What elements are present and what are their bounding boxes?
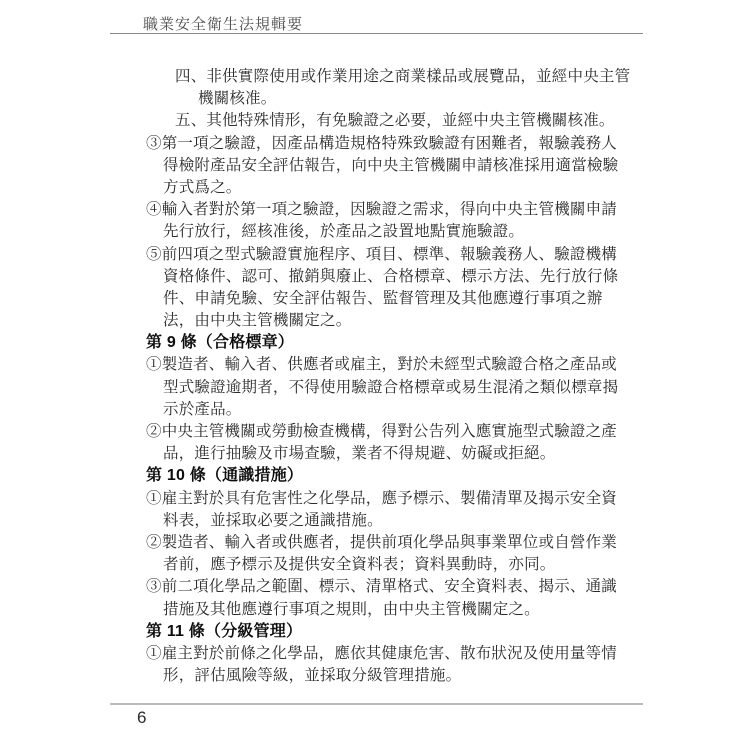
- text-line: 先行放行，經核准後，於產品之設置地點實施驗證。: [163, 223, 525, 241]
- text-line: 件、申請免驗、安全評估報告、監督管理及其他應遵行事項之辦: [163, 289, 603, 307]
- text-line: 者前，應予標示及提供安全資料表；資料異動時，亦同。: [163, 556, 556, 574]
- text-line: 料表，並採取必要之通識措施。: [163, 511, 383, 529]
- text-line: 型式驗證逾期者，不得使用驗證合格標章或易生混淆之類似標章揭: [163, 378, 619, 396]
- text-line: ③第一項之驗證，因產品構造規格特殊致驗證有困難者，報驗義務人: [146, 134, 618, 152]
- text-line: 品，進行抽驗及市場查驗，業者不得規避、妨礙或拒絕。: [163, 445, 556, 463]
- text-line: 五、其他特殊情形，有免驗證之必要，並經中央主管機關核准。: [175, 112, 615, 130]
- text-line: 資格條件、認可、撤銷與廢止、合格標章、標示方法、先行放行條: [163, 267, 619, 285]
- text-line: 法，由中央主管機關定之。: [163, 312, 352, 330]
- text-line: ②製造者、輸入者或供應者，提供前項化學品與事業單位或自營作業: [146, 533, 618, 551]
- text-line: ⑤前四項之型式驗證實施程序、項目、標準、報驗義務人、驗證機構: [146, 245, 618, 263]
- text-line: ①製造者、輸入者、供應者或雇主，對於未經型式驗證合格之產品或: [146, 356, 618, 374]
- law-text: [146, 66, 646, 687]
- text-line: ④輸入者對於第一項之驗證，因驗證之需求，得向中央主管機關申請: [146, 201, 618, 219]
- footer-rule: [110, 703, 643, 705]
- text-line: ①雇主對於具有危害性之化學品，應予標示、製備清單及揭示安全資: [146, 489, 618, 507]
- text-line: 得檢附產品安全評估報告，向中央主管機關申請核准採用適當檢驗: [163, 156, 619, 174]
- text-line: ③前二項化學品之範圍、標示、清單格式、安全資料表、揭示、通識: [146, 578, 618, 596]
- page-number: 6: [137, 708, 147, 727]
- text-line: ①雇主對於前條之化學品，應依其健康危害、散布狀況及使用量等情: [146, 644, 618, 662]
- text-line: 四、非供實際使用或作業用途之商業樣品或展覽品，並經中央主管: [175, 68, 631, 85]
- article-heading: 第 11 條（分級管理）: [146, 622, 303, 640]
- text-line: 機關核准。: [198, 90, 277, 108]
- running-head-title: 職業安全衛生法規輯要: [143, 16, 304, 33]
- header-rule: [110, 33, 643, 34]
- text-line: 方式爲之。: [163, 178, 242, 196]
- text-line: 措施及其他應遵行事項之規則，由中央主管機關定之。: [163, 600, 540, 618]
- text-line: 形，評估風險等級，並採取分級管理措施。: [163, 667, 462, 685]
- text-line: ②中央主管機關或勞動檢查機構，得對公告列入應實施型式驗證之產: [146, 423, 618, 440]
- text-line: 示於產品。: [163, 400, 242, 418]
- article-heading: 第 10 條（通識措施）: [146, 467, 304, 485]
- article-heading: 第 9 條（合格標章）: [146, 334, 294, 352]
